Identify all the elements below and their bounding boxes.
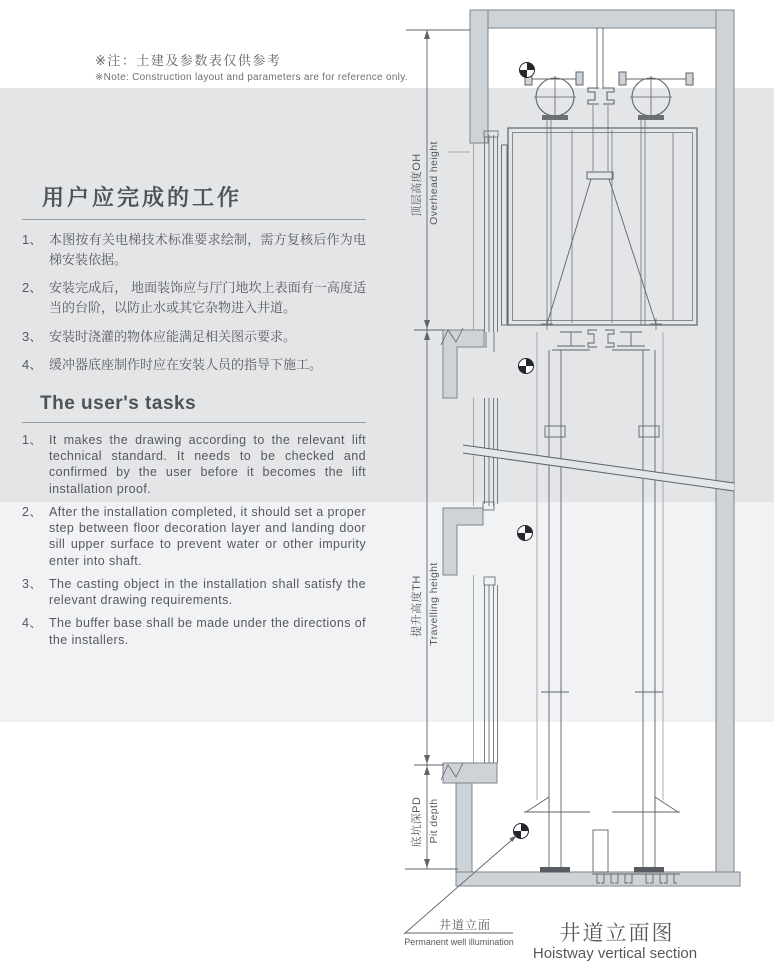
traction-machine	[525, 28, 694, 120]
item-number: 2、	[22, 280, 43, 296]
item-text: After the installation completed, it should set a proper step between floor decoration layer and landing door sill upper surface to prevent water or other impurity enter into shaft.	[49, 504, 367, 568]
list-item	[22, 504, 366, 569]
oh-label-en: Overhead height	[428, 141, 440, 225]
th-label-en: Travelling height	[428, 562, 440, 646]
car-sling	[552, 330, 650, 350]
rail-gusset	[612, 797, 680, 812]
item-text: 本图按有关电梯技术标准要求绘制，需方复核后作为电梯安装依据。	[49, 232, 366, 268]
rail-base	[540, 867, 570, 873]
section-break	[463, 445, 734, 491]
drawing-caption-zh: 井道立面图	[559, 922, 675, 945]
car-door	[502, 145, 508, 325]
guide-rails	[524, 350, 680, 873]
hoistway-section-drawing	[400, 0, 774, 974]
buffer	[593, 830, 608, 872]
rail-bracket	[541, 686, 569, 692]
target-symbol	[518, 526, 533, 541]
tasks-list-en	[22, 432, 366, 648]
item-text: 安装时浇灌的物体应能满足相关图示要求。	[49, 328, 297, 344]
list-item	[22, 230, 366, 270]
item-text: 缓冲器底座制作时应在安装人员的指导下施工。	[49, 356, 323, 372]
elevator-car	[502, 128, 698, 330]
tasks-panel	[22, 181, 366, 655]
rail-joint	[639, 426, 659, 437]
rail-joint	[545, 426, 565, 437]
list-item	[22, 432, 366, 497]
item-text: The buffer base shall be made under the directions of the installers.	[49, 616, 366, 647]
drawing-caption-en: Hoistway vertical section	[532, 945, 698, 962]
th-label-zh: 提升高度TH	[411, 575, 423, 637]
leader-caption-en: Permanent well illumination	[404, 937, 514, 947]
landing-doors	[483, 131, 498, 763]
item-text: It makes the drawing according to the relevant lift technical standard. It needs to be checked and confirmed by the user before it becomes the lift installation proof.	[49, 432, 366, 496]
item-number: 3、	[22, 576, 43, 591]
rail-gusset	[524, 797, 590, 812]
rail-base	[634, 867, 664, 873]
list-item	[22, 278, 366, 318]
target-symbol	[519, 359, 534, 374]
target-symbols	[514, 63, 535, 839]
reference-note-en: ※Note: Construction layout and parameters are for reference only.	[95, 72, 408, 83]
list-item	[22, 615, 366, 648]
rope-hitch	[587, 172, 613, 179]
tasks-list-zh	[22, 230, 366, 375]
list-item	[22, 355, 366, 375]
item-number: 1、	[22, 232, 43, 247]
target-symbol	[520, 63, 535, 78]
item-text: 安装完成后， 地面装饰应与厅门地坎上表面有一高度适当的台阶，以防止水或其它杂物进入井道。	[49, 280, 366, 316]
pd-label-en: Pit depth	[428, 798, 440, 844]
item-number: 1、	[22, 432, 43, 447]
rail-bracket	[635, 686, 663, 692]
list-item	[22, 327, 366, 347]
tasks-title-en: The user's tasks	[22, 393, 366, 423]
item-number: 3、	[22, 328, 43, 344]
list-item	[22, 576, 366, 609]
oh-label-zh: 顶层高度OH	[411, 153, 423, 217]
tasks-title-zh: 用户应完成的工作	[22, 181, 366, 220]
item-number: 2、	[22, 504, 43, 519]
suspension-ropes	[547, 105, 645, 325]
reference-note	[95, 50, 425, 83]
item-number: 4、	[22, 616, 43, 631]
item-number: 4、	[22, 356, 43, 372]
leader-caption	[404, 917, 514, 947]
item-text: The casting object in the installation shall satisfy the relevant drawing requirements.	[49, 576, 366, 608]
pd-label-zh: 底坑深PD	[411, 796, 423, 848]
plumb-lines	[537, 332, 663, 800]
leader-caption-zh: 井道立面	[438, 918, 492, 932]
reference-note-zh: ※注：土建及参数表仅供参考	[95, 53, 282, 68]
dimension-labels	[409, 141, 440, 847]
drawing-caption	[533, 922, 697, 962]
